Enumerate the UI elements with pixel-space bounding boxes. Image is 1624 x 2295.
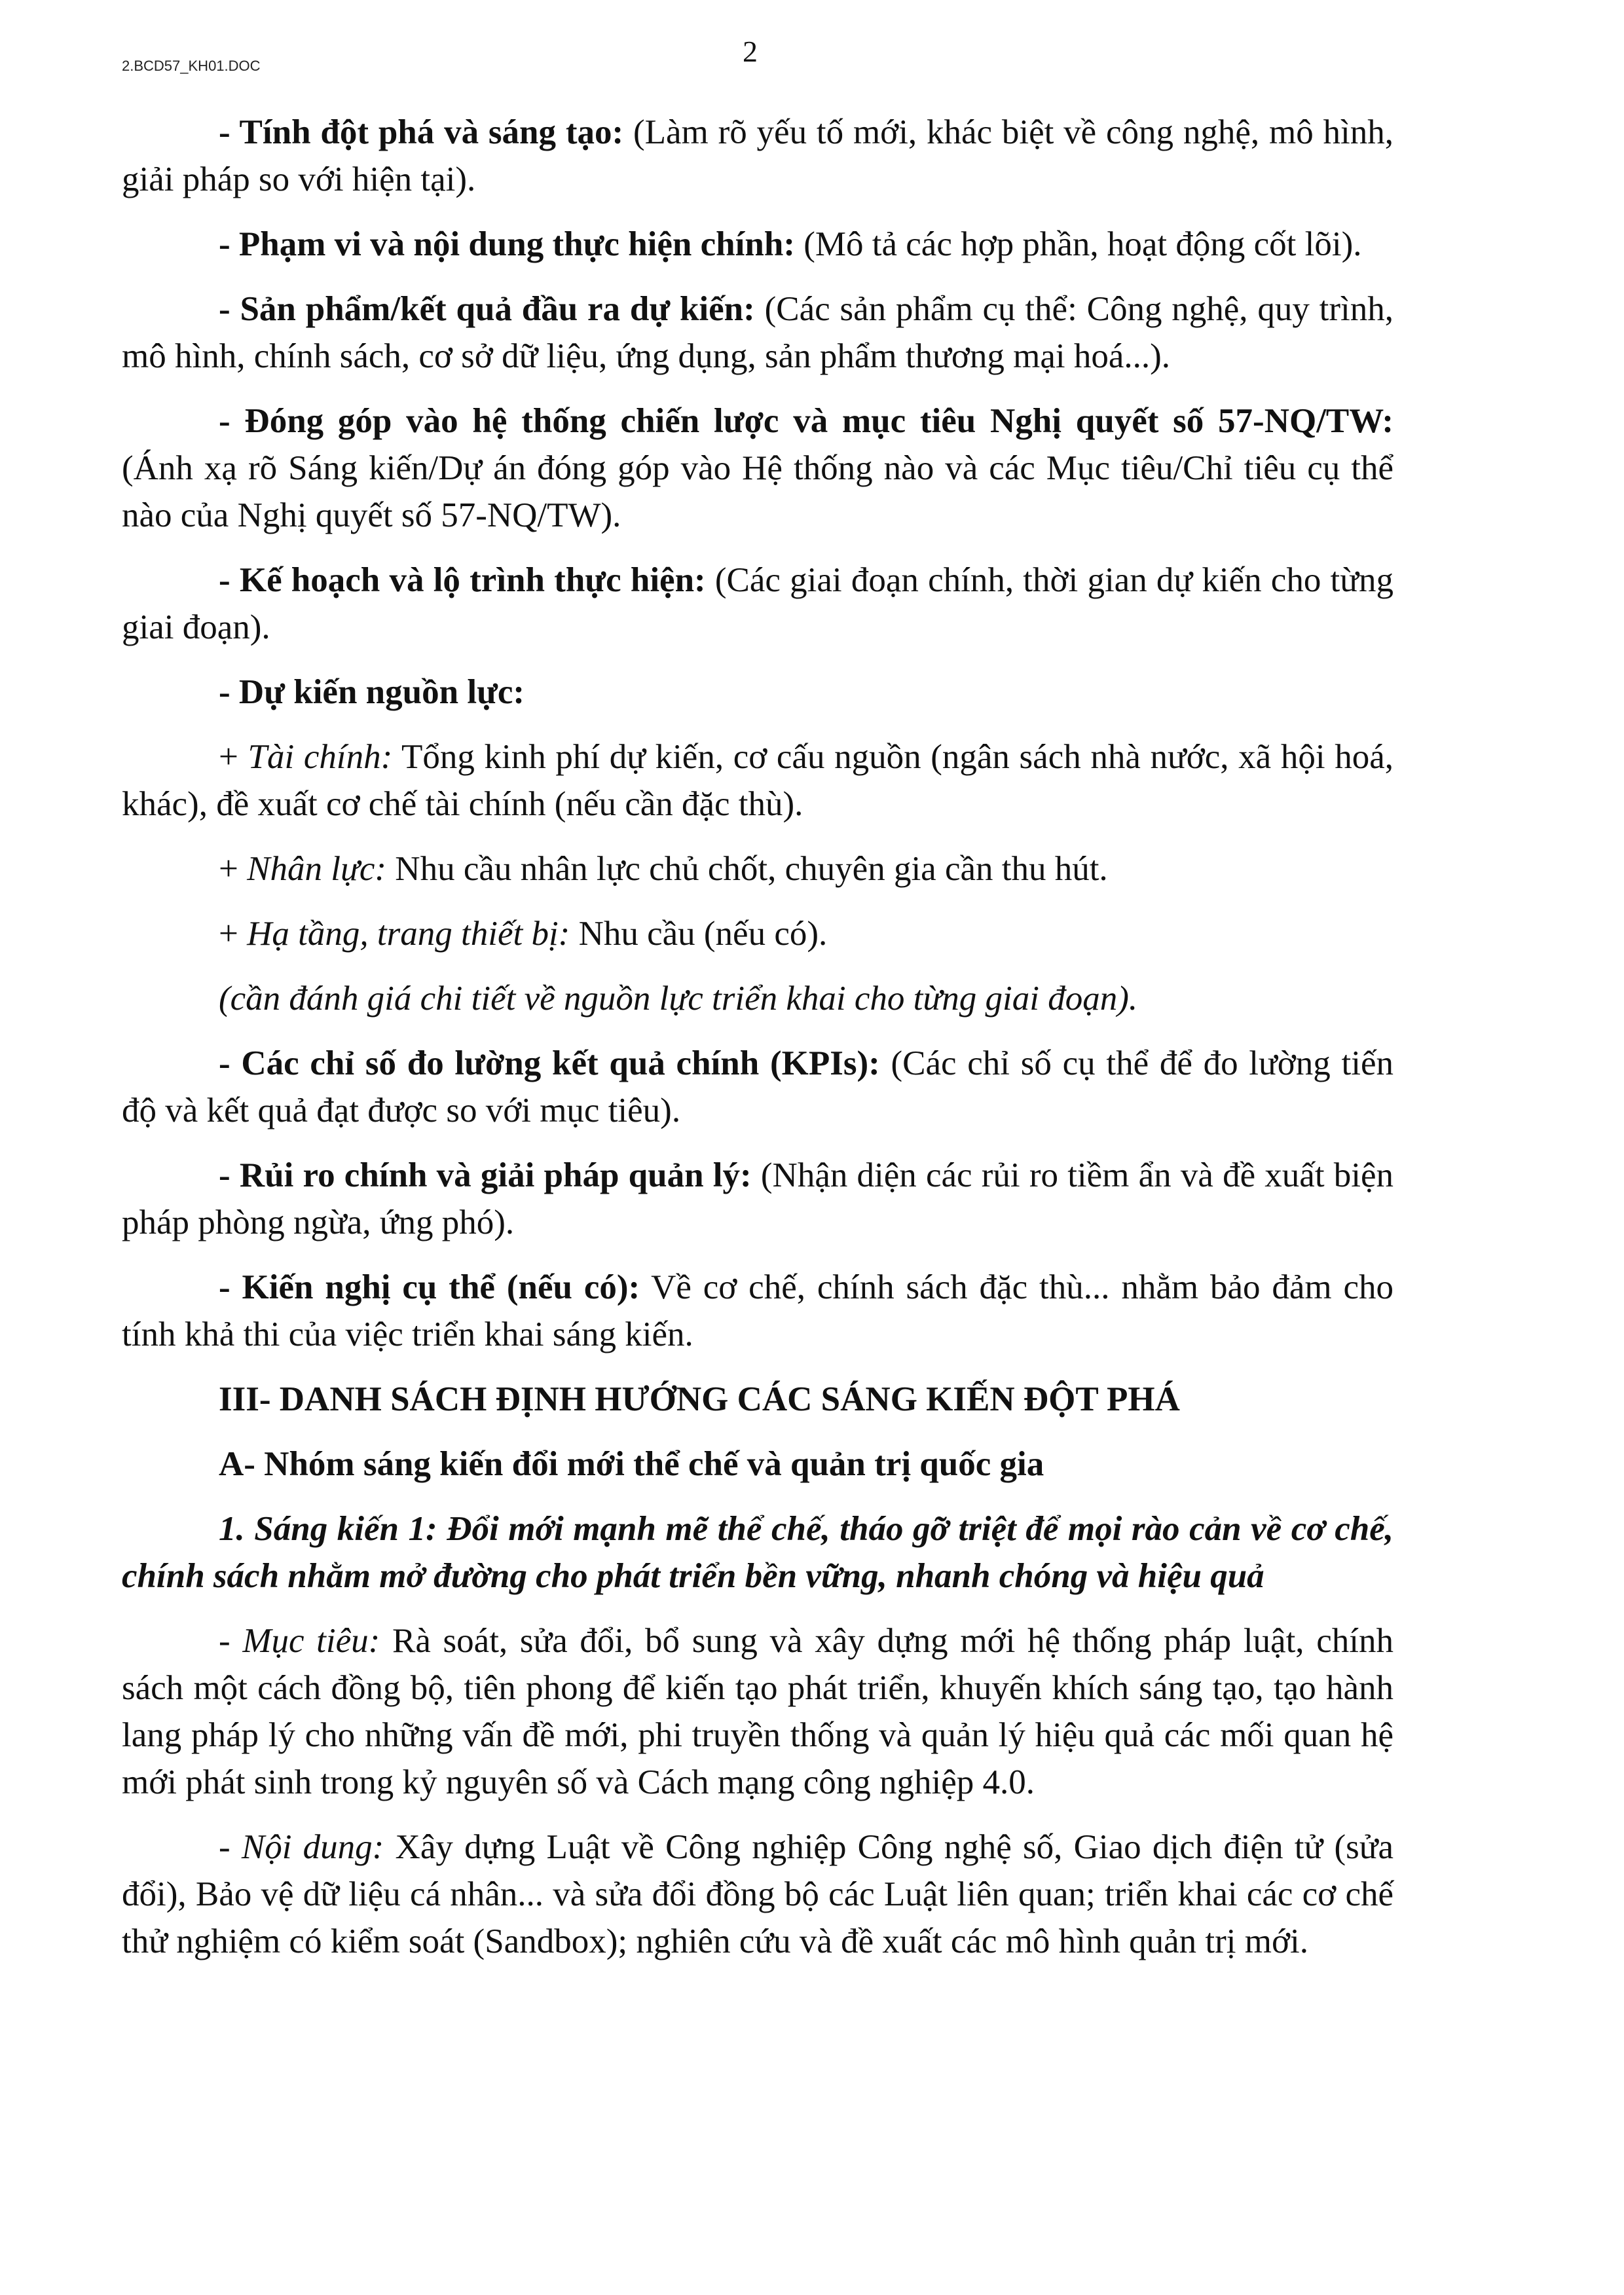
paragraph-contribution [122, 397, 1393, 539]
paragraph-lead: - Các chỉ số đo lường kết quả chính (KPIs): [219, 1044, 880, 1082]
paragraph-lead: - Sản phẩm/kết quả đầu ra dự kiến: [219, 290, 755, 328]
paragraph-scope [122, 221, 1393, 268]
paragraph-text: (Các chỉ số cụ thể để đo lường tiến độ và kết quả đạt được so với mục tiêu). [122, 1044, 1393, 1129]
paragraph-text: (Ánh xạ rõ Sáng kiến/Dự án đóng góp vào Hệ thống nào và các Mục tiêu/Chỉ tiêu cụ thể nào của Nghị quyết số 57-NQ/TW). [122, 449, 1393, 534]
resource-label: Tài chính: [248, 738, 393, 776]
paragraph-breakthrough [122, 109, 1393, 203]
resource-text: Nhu cầu nhân lực chủ chốt, chuyên gia cần thu hút. [386, 850, 1108, 888]
paragraph-outputs [122, 285, 1393, 380]
page-number: 2 [743, 35, 758, 68]
bullet-prefix: + [219, 850, 248, 888]
paragraph-lead: - Kế hoạch và lộ trình thực hiện: [219, 561, 706, 599]
bullet-prefix: + [219, 915, 248, 953]
paragraph-plan [122, 557, 1393, 651]
paragraph-text: (Làm rõ yếu tố mới, khác biệt về công nghệ, mô hình, giải pháp so với hiện tại). [122, 113, 1393, 198]
document-code: 2.BCD57_KH01.DOC [122, 58, 261, 74]
resource-note: (cần đánh giá chi tiết về nguồn lực triển khai cho từng giai đoạn). [219, 980, 1138, 1018]
resource-text: Tổng kinh phí dự kiến, cơ cấu nguồn (ngân sách nhà nước, xã hội hoá, khác), đề xuất cơ chế tài chính (nếu cần đặc thù). [122, 738, 1393, 823]
paragraph-lead: - Phạm vi và nội dung thực hiện chính: [219, 225, 795, 263]
resource-label: Nhân lực: [247, 850, 387, 888]
paragraph-lead: - Dự kiến nguồn lực: [219, 673, 525, 711]
initiative-title: 1. Sáng kiến 1: Đổi mới mạnh mẽ thể chế, tháo gỡ triệt để mọi rào cản về cơ chế, chính sách nhằm mở đường cho phát triển bền vững, nhanh chóng và hiệu quả [122, 1510, 1393, 1595]
paragraph-label: - Nội dung: [219, 1828, 384, 1866]
paragraph-lead: - Kiến nghị cụ thể (nếu có): [219, 1268, 640, 1306]
paragraph-lead: - Tính đột phá và sáng tạo: [219, 113, 624, 151]
paragraph-text: (Mô tả các hợp phần, hoạt động cốt lõi). [795, 225, 1362, 263]
paragraph-label: - Mục tiêu: [219, 1622, 380, 1660]
paragraph-recommendations [122, 1264, 1393, 1358]
paragraph-text: Xây dựng Luật về Công nghiệp Công nghệ số, Giao dịch điện tử (sửa đổi), Bảo vệ dữ liệu cá nhân... và sửa đổi đồng bộ các Luật liên quan; triển khai các cơ chế thử nghiệm có kiểm soát (Sandbox); nghiên cứu và đề xuất các mô hình quản trị mới. [122, 1828, 1393, 1960]
section-title: III- DANH SÁCH ĐỊNH HƯỚNG CÁC SÁNG KIẾN ĐỘT PHÁ [219, 1380, 1180, 1418]
paragraph-lead: - Rủi ro chính và giải pháp quản lý: [219, 1156, 752, 1194]
paragraph-text: (Nhận diện các rủi ro tiềm ẩn và đề xuất biện pháp phòng ngừa, ứng phó). [122, 1156, 1393, 1241]
paragraph-text: Rà soát, sửa đổi, bổ sung và xây dựng mới hệ thống pháp luật, chính sách một cách đồng bộ, tiên phong để kiến tạo phát triển, khuyến khích sáng tạo, tạo hành lang pháp lý cho những vấn đề mới, phi truyền thống và quản lý hiệu quả các mối quan hệ mới phát sinh trong kỷ nguyên số và Cách mạng công nghiệp 4.0. [122, 1622, 1393, 1801]
resource-text: Nhu cầu (nếu có). [570, 915, 828, 953]
paragraph-text: Về cơ chế, chính sách đặc thù... nhằm bảo đảm cho tính khả thi của việc triển khai sáng kiến. [122, 1268, 1394, 1353]
paragraph-text: (Các giai đoạn chính, thời gian dự kiến cho từng giai đoạn). [122, 561, 1393, 646]
paragraph-objective [122, 1617, 1393, 1806]
paragraph-content [122, 1824, 1393, 1965]
paragraph-resources [122, 669, 1393, 716]
resource-finance [122, 733, 1393, 828]
bullet-prefix: + [219, 738, 248, 776]
resource-infrastructure [122, 910, 1393, 957]
paragraph-risks [122, 1152, 1393, 1246]
paragraph-kpis [122, 1040, 1393, 1134]
group-title: A- Nhóm sáng kiến đổi mới thể chế và quản trị quốc gia [219, 1445, 1044, 1483]
paragraph-text: (Các sản phẩm cụ thể: Công nghệ, quy trình, mô hình, chính sách, cơ sở dữ liệu, ứng dụng, sản phẩm thương mại hoá...). [122, 290, 1394, 375]
resource-label: Hạ tầng, trang thiết bị: [247, 915, 570, 953]
document-body [122, 109, 1393, 1983]
resource-human [122, 845, 1393, 892]
paragraph-lead: - Đóng góp vào hệ thống chiến lược và mục tiêu Nghị quyết số 57-NQ/TW: [219, 402, 1393, 440]
